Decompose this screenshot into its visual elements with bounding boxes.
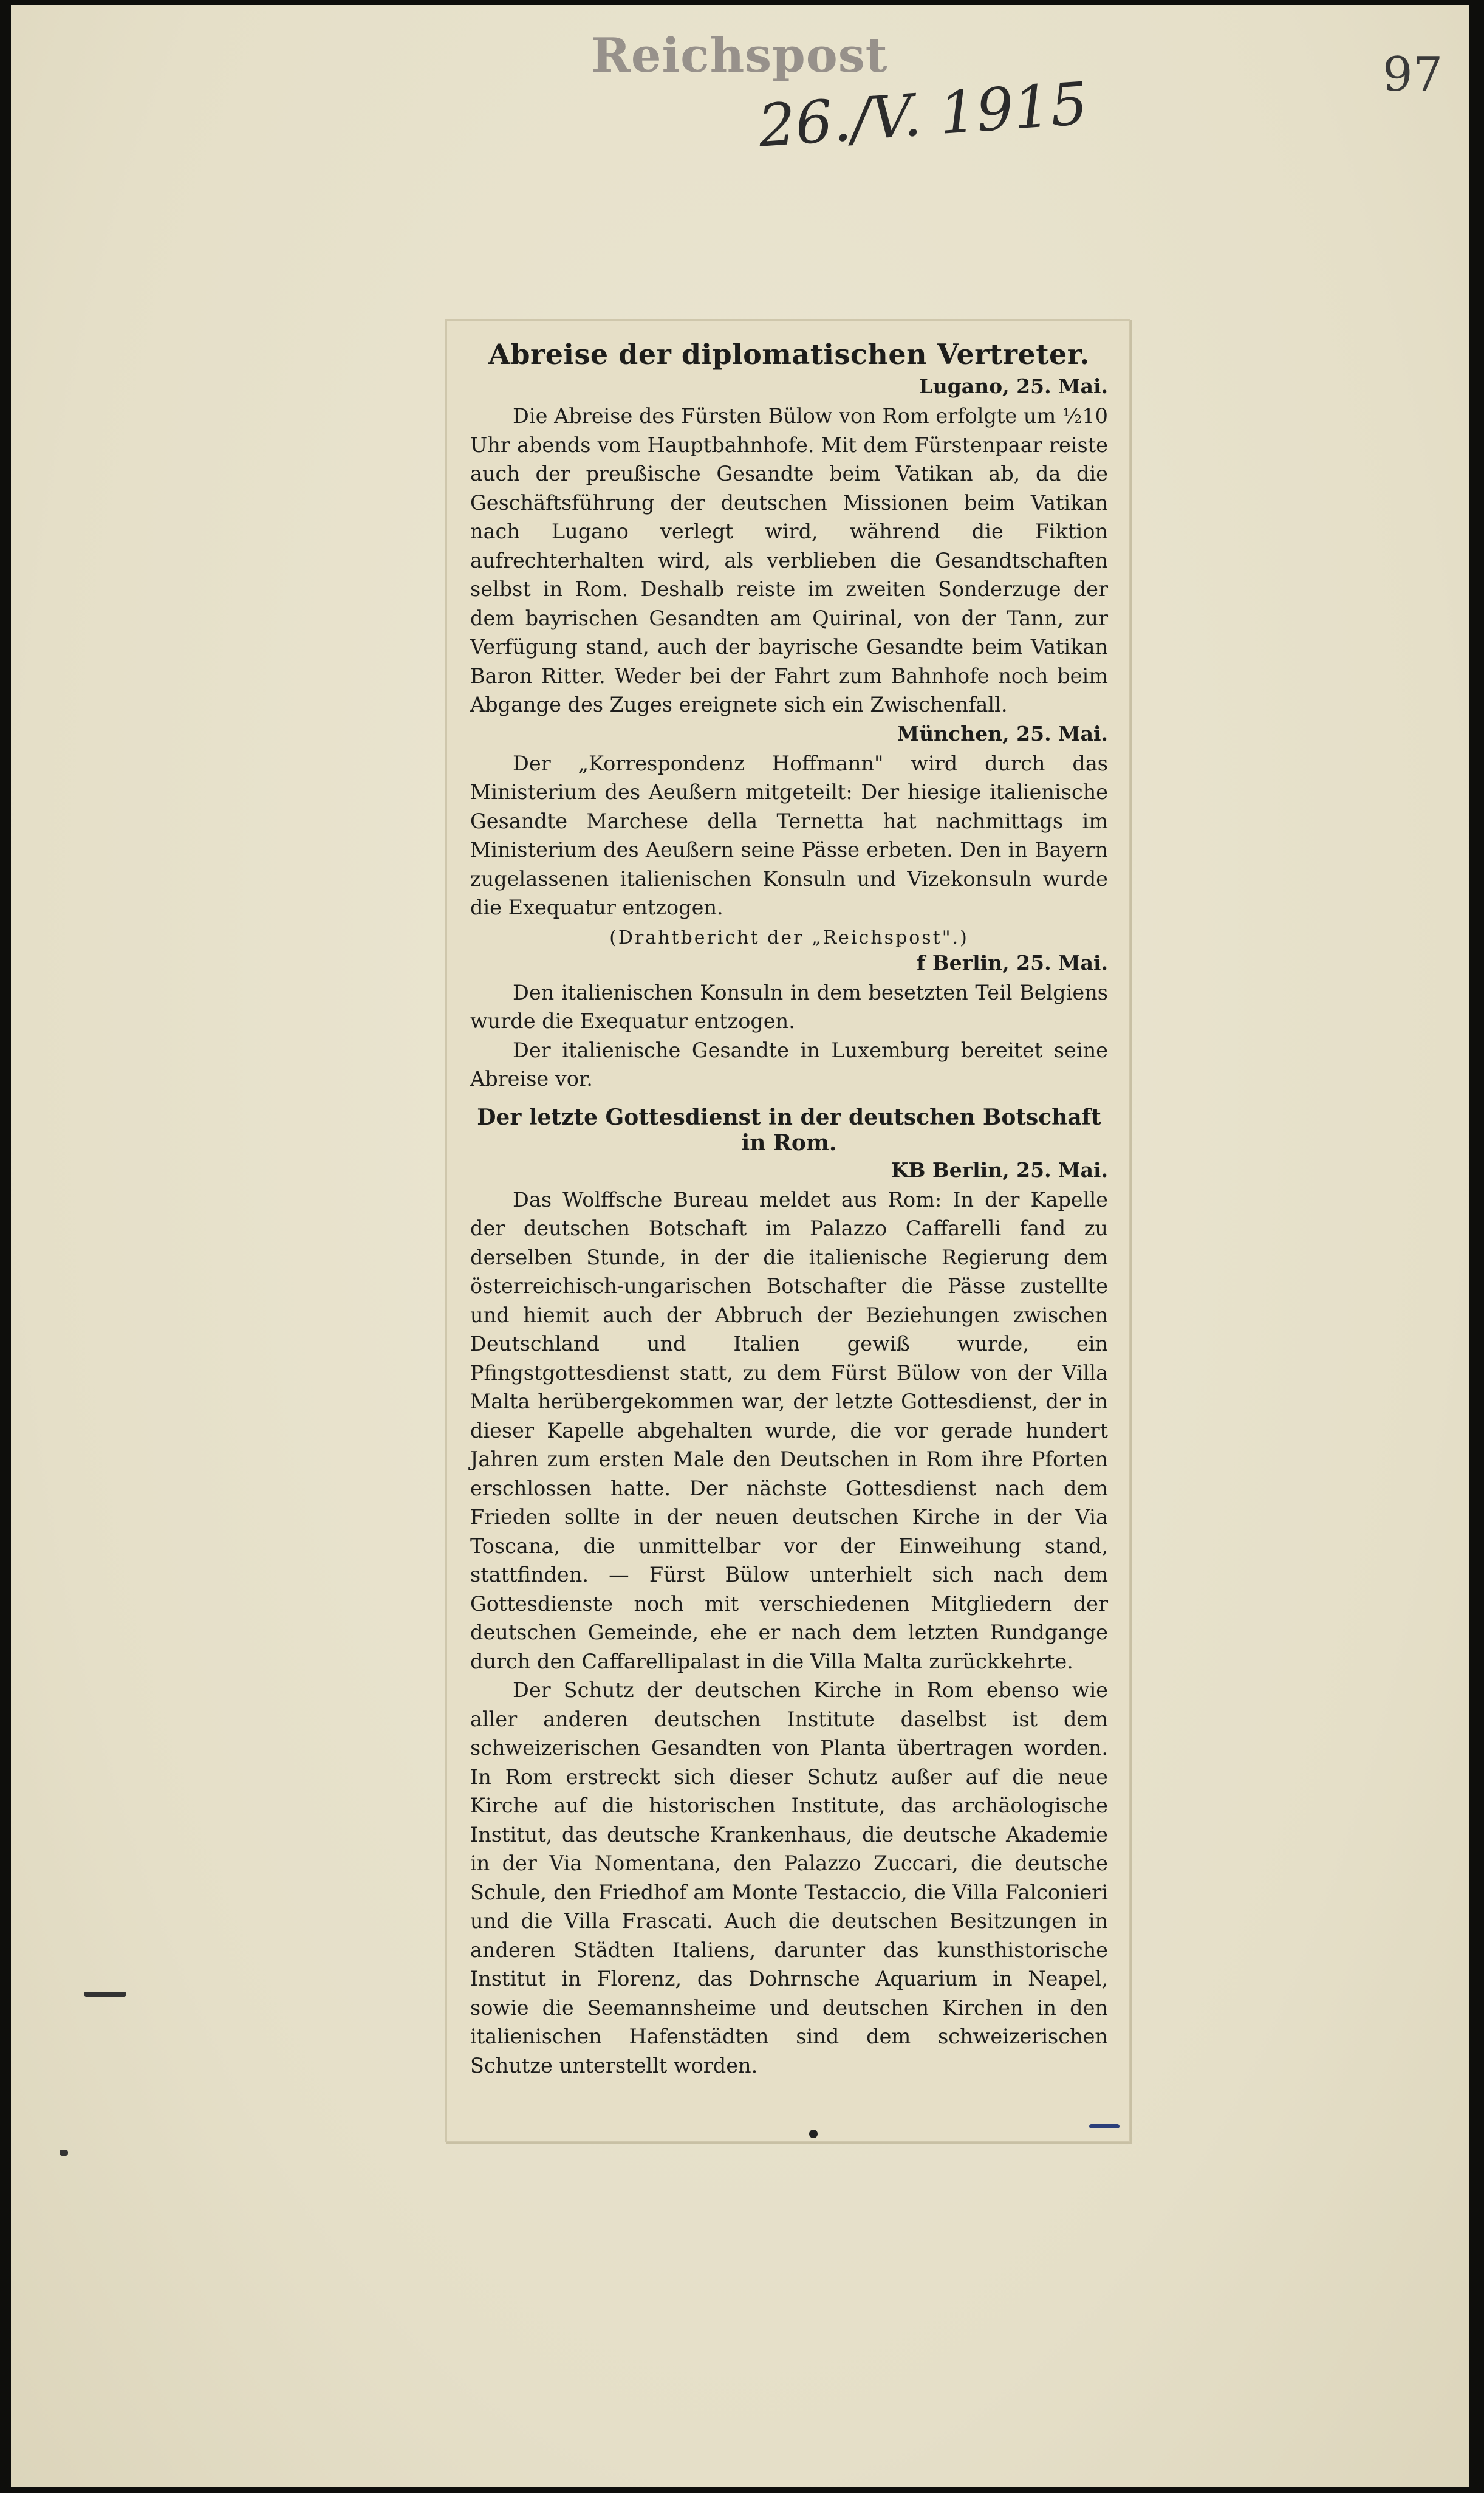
margin-mark [84,1992,126,1997]
blue-pencil-mark [1089,2124,1120,2128]
dateline: f Berlin, 25. Mai. [917,950,1108,975]
dateline: Lugano, 25. Mai. [918,374,1108,398]
article-paragraph: Der Schutz der deutschen Kirche in Rom ebenso wie aller anderen deutschen Institute daselbst ist dem schweizerischen Gesandten von Planta übertragen worden. In Rom erstreckt sich dieser Schutz außer auf die neue Kirche auf die historischen Institute, das archäologische Institut, das deutsche Krankenhaus, die deutsche Akademie in der Via Nomentana, den Palazzo Zuccari, die deutsche Schule, den Friedhof am Monte Testaccio, die Villa Falconieri und die Villa Frascati. Auch die deutschen Besitzungen in anderen Städten Italiens, darunter das kunsthistorische Institut in Florenz, das Dohrnsche Aquarium in Neapel, sowie die Seemannsheime und deutschen Kirchen in den italienischen Hafenstädten sind dem schweizerischen Schutze unterstellt worden. [470,1678,1108,2077]
article-paragraph: Der italienische Gesandte in Luxemburg bereitet seine Abreise vor. [470,1038,1108,1091]
handwritten-date: 26./V. 1915 [756,69,1090,160]
article-headline: Abreise der diplomatischen Vertreter. [488,338,1090,371]
source-note: (Drahtbericht der „Reichspost".) [609,927,969,948]
dateline: KB Berlin, 25. Mai. [891,1157,1108,1182]
article-paragraph: Das Wolffsche Bureau meldet aus Rom: In der Kapelle der deutschen Botschaft im Palazzo Caffarelli fand zu derselben Stunde, in der die italienische Regierung dem österreichisch-ungarischen Botschafter die Pässe zustellte und hiemit auch der Abbruch der Beziehungen zwischen Deutschland und Italien gewiß wurde, ein Pfingstgottesdienst statt, zu dem Fürst Bülow von der Villa Malta herübergekommen war, der letzte Gottesdienst, der in dieser Kapelle abgehalten wurde, die vor gerade hundert Jahren zum ersten Male den Deutschen in Rom ihre Pforten erschlossen hatte. Der nächste Gottesdienst nach dem Frieden sollte in der neuen deutschen Kirche in der Via Toscana, die unmittelbar vor der Einweihung stand, stattfinden. — Fürst Bülow unterhielt sich nach dem Gottesdienste noch mit verschiedenen Mitgliedern der deutschen Gemeinde, ehe er nach dem letzten Rundgange durch den Caffarellipalast in die Villa Malta zurückkehrte. [470,1187,1108,1673]
dateline: München, 25. Mai. [897,721,1108,746]
page-number: 97 [1383,47,1443,102]
newspaper-stamp: Reichspost [591,28,888,83]
article-paragraph: Der „Korrespondenz Hoffmann" wird durch das Ministerium des Aeußern mitgeteilt: Der hiesige italienische Gesandte Marchese della Ternetta hat nachmittags im Ministerium des Aeußern seine Pässe erbeten. Den in Bayern zugelassenen italienischen Konsuln und Vizekonsuln wurde die Exequatur entzogen. [470,751,1108,919]
sub-headline: Der letzte Gottesdienst in der deutschen Botschaft in Rom. [477,1104,1101,1156]
article-paragraph: Den italienischen Konsuln in dem besetzten Teil Belgiens wurde die Exequatur entzogen. [470,980,1108,1033]
newspaper-clipping [445,319,1130,2142]
article-paragraph: Die Abreise des Fürsten Bülow von Rom erfolgte um ½10 Uhr abends vom Hauptbahnhofe. Mit dem Fürstenpaar reiste auch der preußische Gesandte beim Vatikan ab, da die Geschäftsführung der deutschen Missionen beim Vatikan nach Lugano verlegt wird, während die Fiktion aufrechterhalten wird, als verblieben die Gesandtschaften selbst in Rom. Deshalb reiste im zweiten Sonderzuge der dem bayrischen Gesandten am Quirinal, von der Tann, zur Verfügung stand, auch der bayrische Gesandte beim Vatikan Baron Ritter. Weder bei der Fahrt zum Bahnhofe noch beim Abgange des Zuges ereignete sich ein Zwischenfall. [470,404,1108,716]
ink-dot [809,2130,818,2138]
margin-mark [60,2150,68,2156]
